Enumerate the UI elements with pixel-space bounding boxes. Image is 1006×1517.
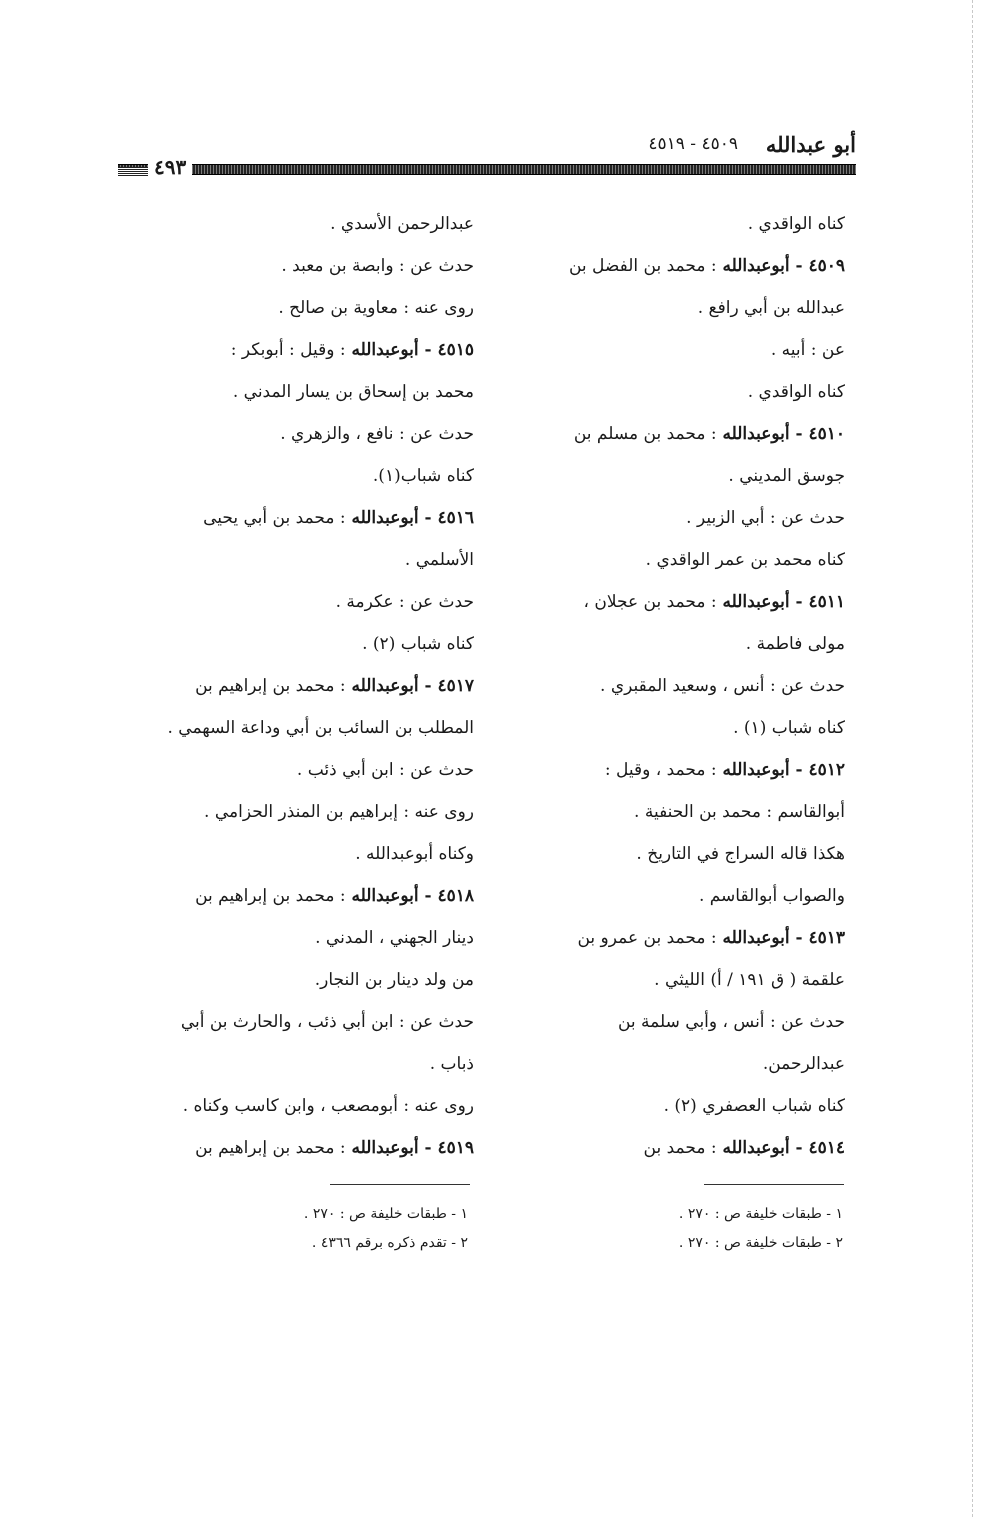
text-line: روى عنه : أبومصعب ، وابن كاسب وكناه . xyxy=(182,1096,474,1116)
running-header xyxy=(118,124,856,180)
text-line: كناه شباب العصفري (٢) . xyxy=(663,1096,845,1116)
text-line: روى عنه : إبراهيم بن المنذر الحزامي . xyxy=(204,802,474,822)
header-entry-range: ٤٥٠٩ - ٤٥١٩ xyxy=(648,134,738,154)
text-line: حدث عن : نافع ، والزهري . xyxy=(280,424,474,444)
footnote: ٢ - تقدم ذكره برقم ٤٣٦٦ . xyxy=(311,1235,468,1251)
text-line: حدث عن : وابصة بن معبد . xyxy=(281,256,474,276)
text-line: وكناه أبوعبدالله . xyxy=(355,844,474,864)
entry-name: ٤٥١٦ - أبوعبدالله xyxy=(345,508,474,528)
page-edge xyxy=(972,0,973,1517)
text-line: عبدالرحمن الأسدي . xyxy=(330,214,474,234)
entry-heading: ٤٥١١ - أبوعبدالله : محمد بن عجلان ، xyxy=(583,592,845,612)
text-line: كناه الواقدي . xyxy=(747,214,845,234)
text-line: دينار الجهني ، المدني . xyxy=(315,928,474,948)
entry-heading: ٤٥١٤ - أبوعبدالله : محمد بن xyxy=(643,1138,845,1158)
entry-name: ٤٥١١ - أبوعبدالله xyxy=(716,592,845,612)
left-text-column xyxy=(122,203,474,1169)
header-rule xyxy=(118,164,856,175)
entry-heading: ٤٥١٧ - أبوعبدالله : محمد بن إبراهيم بن xyxy=(195,676,474,696)
entry-name: ٤٥٠٩ - أبوعبدالله xyxy=(716,256,845,276)
text-line: عبدالله بن أبي رافع . xyxy=(697,298,845,318)
text-line: عبدالرحمن. xyxy=(762,1054,845,1074)
text-line: هكذا قاله السراج في التاريخ . xyxy=(636,844,845,864)
page-number: ٤٩٣ xyxy=(148,155,192,179)
header-title: أبو عبدالله xyxy=(765,132,856,157)
entry-heading: ٤٥١٨ - أبوعبدالله : محمد بن إبراهيم بن xyxy=(195,886,474,906)
entry-name: ٤٥١٨ - أبوعبدالله xyxy=(345,886,474,906)
footnote: ١ - طبقات خليفة ص : ٢٧٠ . xyxy=(678,1206,843,1222)
footnotes-right xyxy=(560,1200,843,1258)
text-line: حدث عن : أنس ، وأبي سلمة بن xyxy=(617,1012,845,1032)
text-line: محمد بن إسحاق بن يسار المدني . xyxy=(232,382,474,402)
text-line: روى عنه : معاوية بن صالح . xyxy=(278,298,474,318)
entry-heading: ٤٥١٢ - أبوعبدالله : محمد ، وقيل : xyxy=(604,760,845,780)
entry-name: ٤٥١٤ - أبوعبدالله xyxy=(716,1138,845,1158)
entry-name: ٤٥١٥ - أبوعبدالله xyxy=(345,340,474,360)
text-line: حدث عن : أبي الزبير . xyxy=(686,508,845,528)
entry-heading: ٤٥١٠ - أبوعبدالله : محمد بن مسلم بن xyxy=(573,424,845,444)
text-line: من ولد دينار بن النجار. xyxy=(314,970,474,990)
entry-heading: ٤٥١٩ - أبوعبدالله : محمد بن إبراهيم بن xyxy=(195,1138,474,1158)
text-line: حدث عن : ابن أبي ذئب . xyxy=(296,760,474,780)
footnote: ٢ - طبقات خليفة ص : ٢٧٠ . xyxy=(678,1235,843,1251)
text-line: كناه محمد بن عمر الواقدي . xyxy=(645,550,845,570)
text-line: والصواب أبوالقاسم . xyxy=(698,886,845,906)
text-line: حدث عن : ابن أبي ذئب ، والحارث بن أبي xyxy=(180,1012,474,1032)
entry-name: ٤٥١٠ - أبوعبدالله xyxy=(716,424,845,444)
text-line: ذباب . xyxy=(429,1054,474,1074)
entry-heading: ٤٥١٥ - أبوعبدالله : وقيل : أبوبكر : xyxy=(230,340,474,360)
text-line: كناه شباب(١). xyxy=(372,466,474,486)
entry-heading: ٤٥٠٩ - أبوعبدالله : محمد بن الفضل بن xyxy=(568,256,845,276)
footnote-divider-right xyxy=(704,1184,844,1185)
entry-heading: ٤٥١٦ - أبوعبدالله : محمد بن أبي يحيى xyxy=(203,508,474,528)
footnote: ١ - طبقات خليفة ص : ٢٧٠ . xyxy=(303,1206,468,1222)
text-line: أبوالقاسم : محمد بن الحنفية . xyxy=(634,802,845,822)
right-text-column xyxy=(500,203,845,1169)
entry-name: ٤٥١٩ - أبوعبدالله xyxy=(345,1138,474,1158)
entry-name: ٤٥١٧ - أبوعبدالله xyxy=(345,676,474,696)
text-line: جوسق المديني . xyxy=(728,466,845,486)
text-line: المطلب بن السائب بن أبي وداعة السهمي . xyxy=(167,718,474,738)
text-line: عن : أبيه . xyxy=(770,340,845,360)
footnotes-left xyxy=(200,1200,468,1258)
text-line: كناه شباب (١) . xyxy=(733,718,845,738)
text-line: كناه الواقدي . xyxy=(747,382,845,402)
entry-heading: ٤٥١٣ - أبوعبدالله : محمد بن عمرو بن xyxy=(577,928,845,948)
header-rule-end xyxy=(118,167,148,176)
entry-name: ٤٥١٢ - أبوعبدالله xyxy=(716,760,845,780)
text-line: حدث عن : أنس ، وسعيد المقبري . xyxy=(600,676,845,696)
text-line: كناه شباب (٢) . xyxy=(362,634,474,654)
entry-name: ٤٥١٣ - أبوعبدالله xyxy=(716,928,845,948)
footnote-divider-left xyxy=(330,1184,470,1185)
text-line: حدث عن : عكرمة . xyxy=(335,592,474,612)
text-line: علقمة ( ق ١٩١ / أ) الليثي . xyxy=(654,970,845,990)
text-line: مولى فاطمة . xyxy=(745,634,845,654)
text-line: الأسلمي . xyxy=(404,550,474,570)
